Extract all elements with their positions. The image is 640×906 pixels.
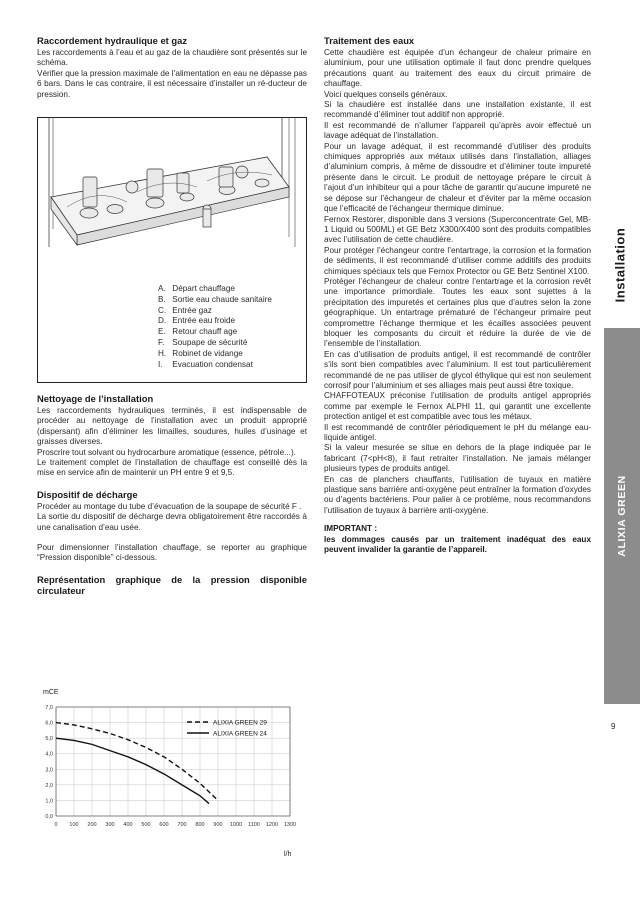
- y-tick-label: 4,0: [45, 751, 53, 758]
- section-title-traitement: Traitement des eaux: [324, 35, 415, 46]
- section-title-raccordement: Raccordement hydraulique et gaz: [37, 35, 188, 46]
- y-tick-label: 0,0: [45, 814, 53, 820]
- page-number: 9: [611, 722, 616, 731]
- pressure-chart: [37, 686, 307, 866]
- paragraph: Si la chaudière est installée dans une installation existante, il est recommandé d’éliminer tout additif non approprié.: [324, 100, 591, 120]
- x-tick-label: 300: [105, 822, 115, 828]
- connection-legend: [158, 284, 272, 370]
- paragraph: Les raccordements à l’eau et au gaz de la chaudière sont présentés sur le schéma.: [37, 48, 307, 68]
- legend-item: D. Entrée eau froide: [158, 316, 236, 326]
- paragraph: Proscrire tout solvant ou hydrocarbure aromatique (essence, pétrole...).: [37, 447, 296, 457]
- legend-item: A. Départ chauffage: [158, 284, 235, 293]
- chart-x-label: l/h: [284, 851, 292, 858]
- paragraph: En cas de planchers chauffants, l’utilisation de tuyaux en matière plastique sans barrière anti-oxygène peut entraîner la formation d’oxydes ou d’agents bactériens. Pour palier à ce problème, nous recommandons l’utilisation de tuyaux à barrière anti-oxygène.: [324, 474, 591, 515]
- x-tick-label: 1300: [283, 822, 297, 828]
- section-title-nettoyage: Nettoyage de l’installation: [37, 393, 154, 404]
- x-tick-label: 200: [87, 822, 97, 828]
- paragraph: En cas d’utilisation de produits antigel, il est recommandé de contrôler s’ils sont bien compatibles avec l’aluminium. Il est tout particulièrement recommandé de ne pas utiliser de glycol éthylique qui est non seulement corrosif pour l’aluminium et ses alliages mais peut aussi être toxique.: [324, 349, 591, 390]
- paragraph: Procéder au montage du tube d’évacuation de la soupape de sécurité F .: [37, 501, 302, 511]
- paragraph: CHAFFOTEAUX préconise l’utilisation de produits antigel appropriés comme par exemple le Fernox ALPHI 11, qui garantit une excellente protection antigel et est compatible avec tous les métaux.: [324, 391, 591, 422]
- left-column-lower: [37, 393, 307, 598]
- legend-item: H. Robinet de vidange: [158, 348, 243, 358]
- x-tick-label: 1100: [248, 822, 260, 828]
- section-title-decharge: Dispositif de décharge: [37, 488, 138, 500]
- x-tick-label: 600: [159, 822, 169, 828]
- paragraph: Les raccordements hydrauliques terminés, il est indispensable de procéder au nettoyage de l’installation avec un produit approprié (dispersant) afin d’éliminer les limailles, soudures, huiles d’usinage et graisses diverses.: [37, 406, 307, 447]
- paragraph: Il est recommandé de n’allumer l’appareil qu’après avoir effectué un lavage adéquat de l’installation.: [324, 120, 591, 141]
- y-tick-label: 1,0: [45, 798, 53, 805]
- paragraph: Protéger l’échangeur de chaleur contre l’entartrage et la corrosion revêt une importance primordiale. Toutes les eaux sont sujettes à la précipitation des impuretés et certaines plus que d’autres selon la zone géographique. Un entartrage prématuré de l’échangeur primaire peut compromettre l’échange thermique et les écailles associées peuvent bloquer les composants du circuit et réduire la durée de vie de l’ensemble de l’installation.: [324, 276, 591, 349]
- paragraph: Voici quelques conseils généraux.: [324, 89, 448, 99]
- legend-item: C. Entrée gaz: [158, 305, 212, 315]
- important-text: les dommages causés par un traitement inadéquat des eaux peuvent invalider la garantie de l’appareil.: [324, 534, 591, 555]
- y-tick-label: 5,0: [45, 736, 53, 743]
- legend-label: ALIXIA GREEN 24: [213, 730, 267, 738]
- paragraph: Le traitement complet de l’installation de chauffage est conseillé dès la mise en service afin de maintenir un PH entre 9 et 9,5.: [37, 458, 307, 478]
- important-title: IMPORTANT :: [324, 524, 378, 534]
- important-note: [324, 524, 591, 555]
- series-line: [56, 723, 218, 801]
- paragraph: Pour protéger l’échangeur contre l’entartrage, la corrosion et la formation de sédiments, il est recommandé d’utiliser comme additifs des produits chimiques spéciaux tels que Fernox Protector ou GE Betz Sentinel X100.: [324, 245, 591, 276]
- section-title-graphique: Représentation graphique de la pression disponible circulateur: [37, 573, 307, 596]
- paragraph: Fernox Restorer, disponible dans 3 versions (Superconcentrate Gel, MB-1 Liquid ou 500ML) et GE Betz X300/X400 sont des produits compatibles avec l’utilisation de cette chaudière.: [324, 214, 591, 245]
- x-tick-label: 800: [195, 822, 205, 828]
- legend-item: F. Soupape de sécurité: [158, 337, 248, 347]
- y-tick-label: 3,0: [45, 767, 53, 774]
- y-tick-label: 7,0: [45, 705, 53, 711]
- paragraph: La sortie du dispositif de décharge devra obligatoirement être raccordés à une canalisation d’eau usée.: [37, 512, 307, 532]
- right-column: [324, 35, 591, 556]
- product-tab: ALIXIA GREEN: [604, 328, 640, 704]
- chart-y-label: mCE: [43, 689, 59, 696]
- legend-item: I. Evacuation condensat: [158, 359, 253, 369]
- x-tick-label: 700: [177, 822, 187, 828]
- legend-item: E. Retour chauff age: [158, 327, 238, 337]
- y-tick-label: 6,0: [45, 720, 53, 727]
- paragraph: Cette chaudière est équipée d’un échangeur de chaleur primaire en aluminium, pour une utilisation optimale il faut donc prendre quelques précautions quant au traitement des eaux du circuit primaire de chauffage.: [324, 48, 591, 89]
- x-tick-label: 900: [213, 822, 223, 828]
- x-tick-label: 500: [141, 822, 151, 828]
- legend-item: B. Sortie eau chaude sanitaire: [158, 294, 272, 304]
- x-tick-label: 0: [54, 822, 58, 828]
- series-line: [56, 738, 209, 803]
- paragraph: Pour dimensionner l’installation chauffage, se reporter au graphique “Pression disponible” ci-dessous.: [37, 543, 307, 563]
- left-column: [37, 35, 307, 100]
- legend-label: ALIXIA GREEN 29: [213, 719, 267, 727]
- paragraph: Pour un lavage adéquat, il est recommandé d’utiliser des produits chimiques appropriés aux métaux utilisés dans l’installation, alliages d’aluminium compris, à même de dissoudre et d’éliminer toute impureté présente dans le circuit. Le produit de nettoyage prépare le circuit à l’ajout d’un inhibiteur qui a pour tâche de garantir qu’aucune impureté ne se dépose sur l’échangeur de chaleur et d’éviter par la même occasion que l’efficacité de l’échangeur thermique diminue.: [324, 141, 591, 214]
- x-tick-label: 100: [69, 822, 79, 828]
- x-tick-label: 400: [123, 822, 133, 828]
- y-tick-label: 2,0: [45, 782, 53, 789]
- section-tab-installation: Installation: [612, 227, 628, 303]
- paragraph: Vérifier que la pression maximale de l’alimentation en eau ne dépasse pas 6 bars. Dans le cas contraire, il est nécessaire d’installer un ré-ducteur de pression.: [37, 68, 307, 99]
- x-tick-label: 1200: [265, 822, 279, 828]
- paragraph: Si la valeur mesurée se situe en dehors de la plage indiquée par le fabricant (7<pH<8), il faut retraiter l’installation. Ne jamais mélanger plusieurs types de produits antigel.: [324, 443, 591, 474]
- paragraph: Il est recommandé de contrôler périodiquement le pH du mélange eau-liquide antigel.: [324, 422, 591, 443]
- x-tick-label: 1000: [229, 822, 243, 828]
